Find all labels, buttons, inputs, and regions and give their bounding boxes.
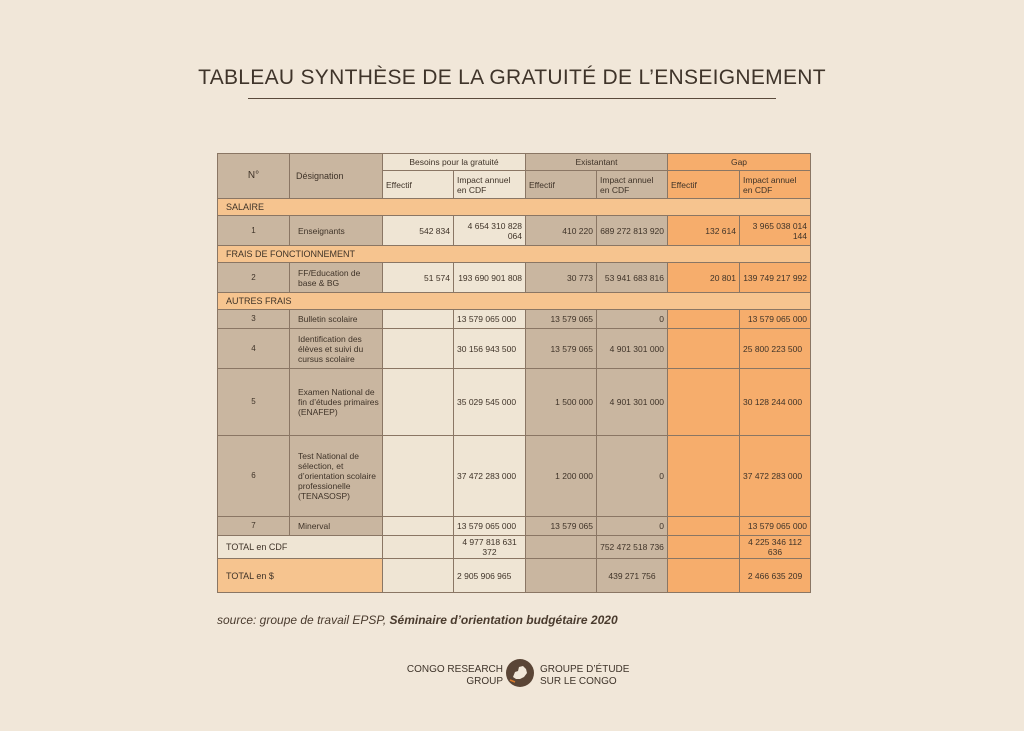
cell-existant-effectif: 30 773 [526, 263, 597, 293]
cell-gap-effectif [668, 436, 740, 517]
total-label: TOTAL en $ [218, 559, 383, 593]
cell-gap-impact: 37 472 283 000 [740, 436, 811, 517]
empty-cell [383, 536, 454, 559]
table-row [218, 517, 811, 536]
cell-existant-effectif: 13 579 065 [526, 310, 597, 329]
total-gap-impact: 2 466 635 209 [740, 559, 811, 593]
row-num: 1 [218, 216, 290, 246]
row-num: 2 [218, 263, 290, 293]
cell-besoins-impact: 35 029 545 000 [454, 369, 526, 436]
cell-besoins-effectif [383, 310, 454, 329]
header-designation: Désignation [290, 154, 383, 199]
cell-gap-effectif [668, 329, 740, 369]
source-note [217, 613, 618, 627]
cell-gap-impact: 13 579 065 000 [740, 310, 811, 329]
logo-line: GROUP [466, 676, 503, 687]
logo-text-fr [540, 664, 629, 688]
cell-existant-impact: 0 [597, 517, 668, 536]
cell-existant-effectif: 13 579 065 [526, 517, 597, 536]
table-row [218, 369, 811, 436]
total-row [218, 536, 811, 559]
cell-besoins-impact: 13 579 065 000 [454, 517, 526, 536]
total-besoins-impact: 4 977 818 631 372 [454, 536, 526, 559]
cell-gap-impact: 13 579 065 000 [740, 517, 811, 536]
section-frais: FRAIS DE FONCTIONNEMENT [218, 246, 811, 263]
row-designation: Bulletin scolaire [290, 310, 383, 329]
cell-existant-effectif: 1 200 000 [526, 436, 597, 517]
total-label: TOTAL en CDF [218, 536, 383, 559]
logo-line: SUR LE CONGO [540, 676, 617, 687]
row-num: 6 [218, 436, 290, 517]
source-title: Séminaire d’orientation budgétaire 2020 [389, 613, 618, 627]
total-existant-impact: 752 472 518 736 [597, 536, 668, 559]
cell-existant-impact: 53 941 683 816 [597, 263, 668, 293]
total-gap-impact: 4 225 346 112 636 [740, 536, 811, 559]
total-besoins-impact: 2 905 906 965 [454, 559, 526, 593]
cell-besoins-impact: 30 156 943 500 [454, 329, 526, 369]
total-existant-impact: 439 271 756 [597, 559, 668, 593]
cell-besoins-effectif [383, 369, 454, 436]
cell-besoins-impact: 193 690 901 808 [454, 263, 526, 293]
row-designation: Examen National de fin d’études primaires (ENAFEP) [290, 369, 383, 436]
cell-besoins-impact: 13 579 065 000 [454, 310, 526, 329]
subheader-effectif: Effectif [383, 171, 454, 199]
cell-existant-effectif: 410 220 [526, 216, 597, 246]
title-underline [248, 98, 776, 99]
cell-gap-effectif [668, 369, 740, 436]
table-row [218, 263, 811, 293]
header-besoins: Besoins pour la gratuité [383, 154, 526, 171]
source-prefix: source: groupe de travail EPSP, [217, 613, 390, 627]
row-designation: Test National de sélection, et d’orientation scolaire professionelle (TENASOSP) [290, 436, 383, 517]
logo-line: CONGO RESEARCH [406, 664, 503, 675]
empty-cell [526, 536, 597, 559]
table-row [218, 310, 811, 329]
row-num: 5 [218, 369, 290, 436]
table-row [218, 329, 811, 369]
subheader-impact: Impact annuel en CDF [454, 171, 526, 199]
cell-gap-effectif [668, 310, 740, 329]
cell-besoins-impact: 37 472 283 000 [454, 436, 526, 517]
cell-gap-impact: 3 965 038 014 144 [740, 216, 811, 246]
cell-besoins-effectif [383, 329, 454, 369]
cell-besoins-effectif: 542 834 [383, 216, 454, 246]
empty-cell [668, 536, 740, 559]
logo-text-en [407, 664, 503, 688]
cell-besoins-effectif [383, 436, 454, 517]
row-designation: Enseignants [290, 216, 383, 246]
row-num: 7 [218, 517, 290, 536]
empty-cell [668, 559, 740, 593]
cell-gap-impact: 30 128 244 000 [740, 369, 811, 436]
logo-line: GROUPE D’ÉTUDE [540, 664, 630, 675]
table-row [218, 216, 811, 246]
congo-map-logo-icon [505, 658, 535, 688]
row-num: 4 [218, 329, 290, 369]
cell-gap-impact: 139 749 217 992 [740, 263, 811, 293]
cell-besoins-impact: 4 654 310 828 064 [454, 216, 526, 246]
empty-cell [526, 559, 597, 593]
cell-existant-effectif: 1 500 000 [526, 369, 597, 436]
cell-existant-impact: 4 901 301 000 [597, 369, 668, 436]
cell-gap-effectif: 20 801 [668, 263, 740, 293]
section-salaire: SALAIRE [218, 199, 811, 216]
section-autres: AUTRES FRAIS [218, 293, 811, 310]
row-designation: FF/Education de base & BG [290, 263, 383, 293]
subheader-impact: Impact annuel en CDF [597, 171, 668, 199]
cell-besoins-effectif [383, 517, 454, 536]
page-title: TABLEAU SYNTHÈSE DE LA GRATUITÉ DE L’ENSEIGNEMENT [198, 66, 826, 89]
empty-cell [383, 559, 454, 593]
subheader-effectif: Effectif [668, 171, 740, 199]
subheader-effectif: Effectif [526, 171, 597, 199]
cell-gap-effectif [668, 517, 740, 536]
row-designation: Minerval [290, 517, 383, 536]
cell-gap-effectif: 132 614 [668, 216, 740, 246]
cell-besoins-effectif: 51 574 [383, 263, 454, 293]
total-row [218, 559, 811, 593]
cell-existant-impact: 4 901 301 000 [597, 329, 668, 369]
header-num: N° [218, 154, 290, 199]
cell-existant-impact: 0 [597, 436, 668, 517]
header-existant: Existantant [526, 154, 668, 171]
cell-existant-impact: 0 [597, 310, 668, 329]
header-gap: Gap [668, 154, 811, 171]
subheader-impact: Impact annuel en CDF [740, 171, 811, 199]
synthesis-table [217, 153, 811, 593]
cell-gap-impact: 25 800 223 500 [740, 329, 811, 369]
table-row [218, 436, 811, 517]
row-designation: Identification des élèves et suivi du cursus scolaire [290, 329, 383, 369]
cell-existant-impact: 689 272 813 920 [597, 216, 668, 246]
cell-existant-effectif: 13 579 065 [526, 329, 597, 369]
row-num: 3 [218, 310, 290, 329]
